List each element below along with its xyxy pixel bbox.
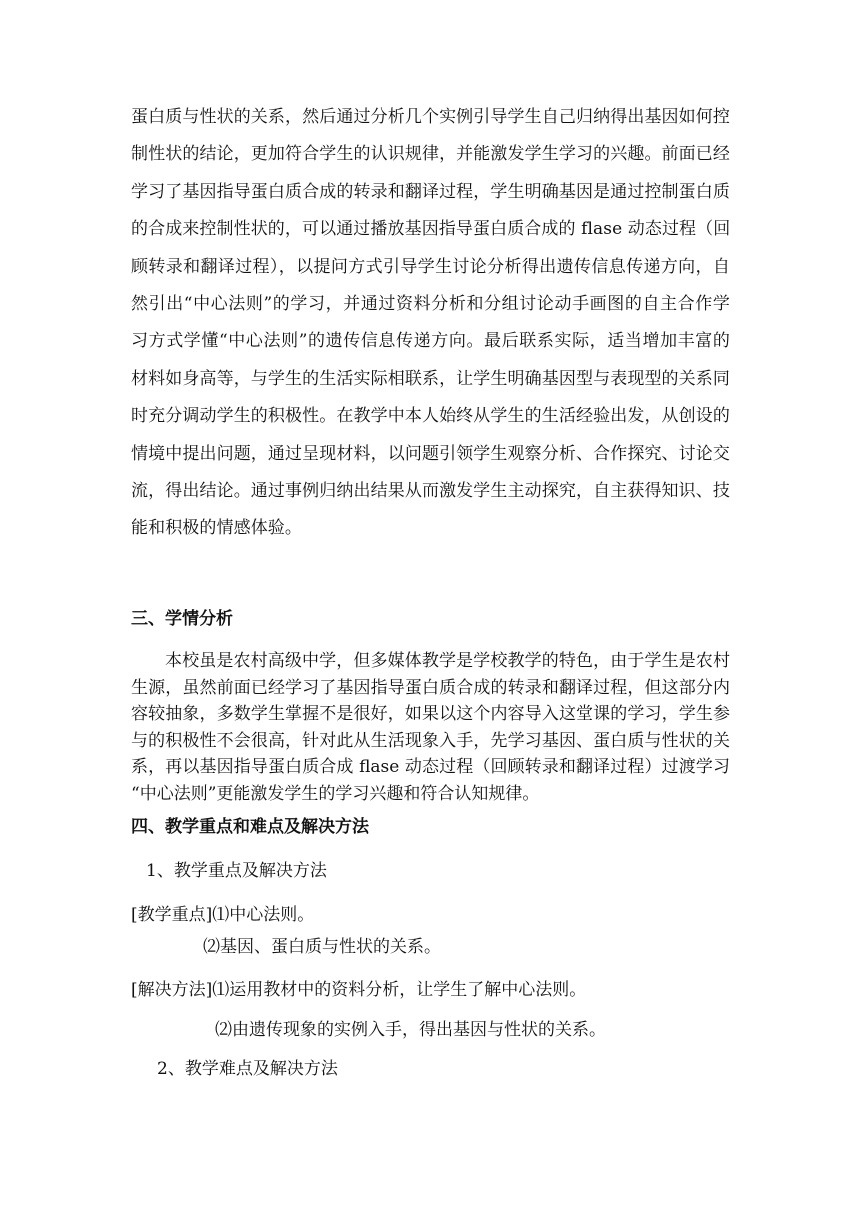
subsection-1-title: 1、教学重点及解决方法 <box>146 861 327 881</box>
paragraph-line: 学习了基因指导蛋白质合成的转录和翻译过程，学生明确基因是通过控制蛋白质 <box>131 181 730 202</box>
paragraph-line: 本校虽是农村高级中学，但多媒体教学是学校教学的特色，由于学生是农村 <box>165 651 730 671</box>
paragraph-line: 与的积极性不会很高，针对此从生活现象入手，先学习基因、蛋白质与性状的关 <box>131 730 730 751</box>
paragraph-line: “中心法则”更能激发学生的学习兴趣和符合认知规律。 <box>131 783 540 804</box>
section-4-heading: 四、教学重点和难点及解决方法 <box>131 817 369 837</box>
paragraph-line: 习方式学懂“中心法则”的遗传信息传递方向。最后联系实际，适当增加丰富的 <box>131 331 730 352</box>
paragraph-line: 制性状的结论，更加符合学生的认识规律，并能激发学生学习的兴趣。前面已经 <box>131 144 730 165</box>
section-3-heading: 三、学情分析 <box>131 609 233 629</box>
paragraph-line: 生源，虽然前面已经学习了基因指导蛋白质合成的转录和翻译过程，但这部分内 <box>131 677 730 698</box>
paragraph-line: 能和积极的情感体验。 <box>131 518 302 539</box>
section-3-paragraph <box>131 648 730 808</box>
paragraph-line: 蛋白质与性状的关系，然后通过分析几个实例引导学生自己归纳得出基因如何控 <box>131 107 730 127</box>
key-point-2: ⑵基因、蛋白质与性状的关系。 <box>203 937 441 957</box>
method-2: ⑵由遗传现象的实例入手，得出基因与性状的关系。 <box>215 1020 606 1040</box>
paragraph-line: 时充分调动学生的积极性。在教学中本人始终从学生的生活经验出发，从创设的 <box>131 406 730 427</box>
subsection-2-title: 2、教学难点及解决方法 <box>157 1059 338 1079</box>
paragraph-line: 流，得出结论。通过事例归纳出结果从而激发学生主动探究，自主获得知识、技 <box>131 481 730 502</box>
paragraph-line: 系，再以基因指导蛋白质合成 flase 动态过程（回顾转录和翻译过程）过渡学习 <box>131 757 730 778</box>
intro-paragraph <box>131 99 730 548</box>
paragraph-line: 的合成来控制性状的，可以通过播放基因指导蛋白质合成的 flase 动态过程（回 <box>131 219 731 240</box>
paragraph-line: 情境中提出问题，通过呈现材料，以问题引领学生观察分析、合作探究、讨论交 <box>131 443 730 464</box>
paragraph-line: 容较抽象，多数学生掌握不是很好，如果以这个内容导入这堂课的学习，学生参 <box>131 704 730 725</box>
paragraph-line: 然引出“中心法则”的学习，并通过资料分析和分组讨论动手画图的自主合作学 <box>131 294 730 315</box>
paragraph-line: 材料如身高等，与学生的生活实际相联系，让学生明确基因型与表现型的关系同 <box>131 368 730 389</box>
key-point-1: [教学重点]⑴中心法则。 <box>131 905 315 925</box>
method-1: [解决方法]⑴运用教材中的资料分析，让学生了解中心法则。 <box>131 980 587 1000</box>
paragraph-line: 顾转录和翻译过程），以提问方式引导学生讨论分析得出遗传信息传递方向，自 <box>131 256 730 277</box>
